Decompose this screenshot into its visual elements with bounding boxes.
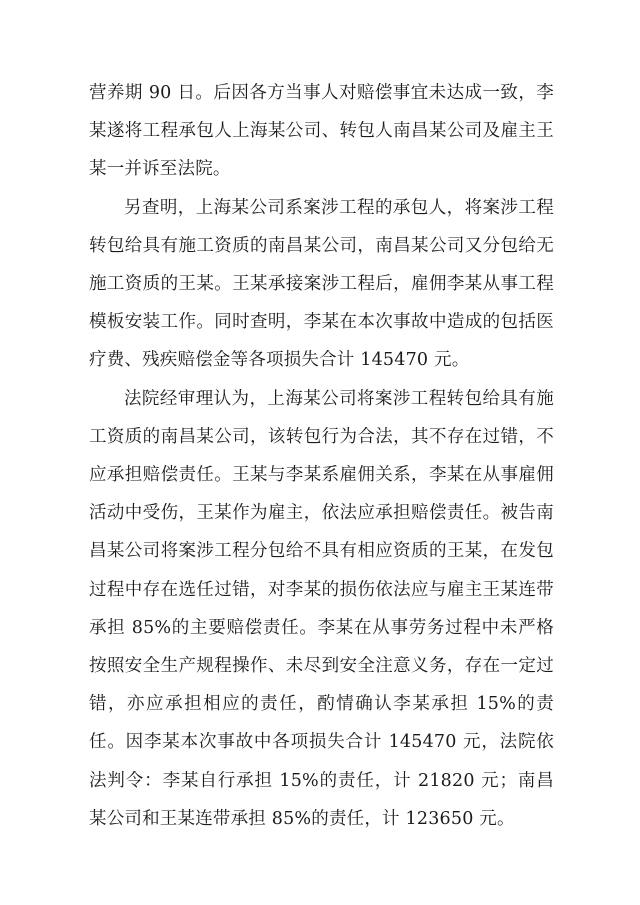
document-page — [89, 74, 554, 838]
paragraph-court-ruling: 法院经审理认为，上海某公司将案涉工程转包给具有施工资质的南昌某公司，该转包行为合法，其不存在过错，不应承担赔偿责任。王某与李某系雇佣关系，李某在从事雇佣活动中受伤，王某作为雇主，依法应承担赔偿责任。被告南昌某公司将案涉工程分包给不具有相应资质的王某，在发包过程中存在选任过错，对李某的损伤依法应与雇主王某连带承担 85%的主要赔偿责任。李某在从事劳务过程中未严格按照安全生产规程操作、未尽到安全注意义务，存在一定过错，亦应承担相应的责任，酌情确认李某承担 15%的责任。因李某本次事故中各项损失合计 145470 元，法院依法判令：李某自行承担 15%的责任，计 21820 元；南昌某公司和王某连带承担 85%的责任，计 123650 元。 — [89, 388, 554, 829]
paragraph-additional-findings: 另查明，上海某公司系案涉工程的承包人，将案涉工程转包给具有施工资质的南昌某公司，南昌某公司又分包给无施工资质的王某。王某承接案涉工程后，雇佣李某从事工程模板安装工作。同时查明，李某在本次事故中造成的包括医疗费、残疾赔偿金等各项损失合计 145470 元。 — [89, 197, 554, 371]
paragraph-continuation: 营养期 90 日。后因各方当事人对赔偿事宜未达成一致，李某遂将工程承包人上海某公司、转包人南昌某公司及雇主王某一并诉至法院。 — [89, 83, 554, 180]
